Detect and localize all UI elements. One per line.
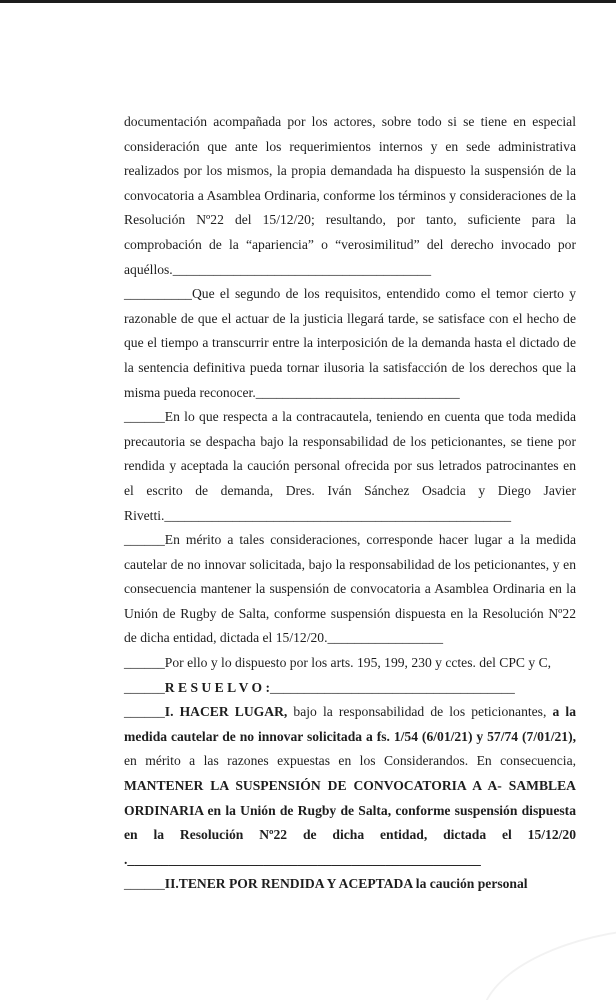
bold-text-segment: II.TENER POR RENDIDA Y ACEPTADA la caución personal: [164, 876, 528, 892]
text-segment: ______: [124, 876, 165, 892]
text-segment: bajo la responsabilidad de los peticionantes,: [293, 704, 553, 720]
bold-text-segment: ____________________________________________________: [127, 851, 481, 867]
text-segment: ______En lo que respecta a la contracautela, teniendo en cuenta que toda medida precautoria se despacha bajo la responsabilidad de los peticionantes, se tiene por rendida y aceptada la caución personal ofrecida por sus letrados patrocinantes en el escrito de demanda, Dres. Iván Sánchez Osadcia y Diego Javier Rivetti.: [124, 409, 576, 523]
text-segment: ______En mérito a tales consideraciones, corresponde hacer lugar a la medida cautelar de no innovar solicitada, bajo la responsabilidad de los peticionantes, y en consecuencia mantener la suspensión de convocatoria a Asamblea Ordinaria en la Unión de Rugby de Salta, conforme suspensión dispuesta en la Resolución Nº22 de dicha entidad, dictada el 15/12/20.: [124, 532, 576, 646]
bold-text-segment: R E S U E L V O :: [164, 679, 271, 695]
paragraph: [124, 676, 576, 701]
paragraph: [124, 700, 576, 872]
paragraph: [124, 405, 576, 528]
scan-artifact-mark: [471, 910, 616, 1000]
text-segment: documentación acompañada por los actores, sobre todo si se tiene en especial consideración que ante los requerimientos internos y en sede administrativa realizados por los mismos, la propia demandada ha dispuesto la suspensión de la convocatoria a Asamblea Ordinaria, conforme los términos y consideraciones de la Resolución Nº22 del 15/12/20; resultando, por tanto, suficiente para la comprobación de la “apariencia” o “verosimilitud” del derecho invocado por aquéllos.: [124, 114, 576, 277]
bold-text-segment: MANTENER LA SUSPENSIÓN DE CONVOCATORIA A A- SAMBLEA ORDINARIA en la Unión de Rugby de Salta, conforme suspensión dispuesta en la Resolución Nº22 de dicha entidad, dictada el 15/12/20 .: [124, 778, 576, 867]
text-segment: ____________________________________: [270, 679, 515, 695]
text-segment: _________________: [327, 630, 444, 646]
paragraph: [124, 282, 576, 405]
text-segment: ___________________________________________________: [164, 507, 512, 523]
paragraph: [124, 528, 576, 651]
text-segment: ______________________________________: [172, 261, 431, 277]
text-segment: ______________________________: [255, 384, 460, 400]
bold-text-segment: a la medida cautelar de no innovar solicitada a fs. 1/54 (6/01/21) y 57/74 (7/01/21),: [124, 704, 576, 744]
text-segment: ______Por ello y lo dispuesto por los arts. 195, 199, 230 y cctes. del CPC y C,: [124, 655, 552, 671]
page-top-edge-line: [0, 0, 616, 3]
text-segment: ______: [124, 704, 165, 720]
text-segment: ______: [124, 679, 165, 695]
paragraph: [124, 872, 576, 897]
text-segment: en mérito a las razones expuestas en los Considerandos. En consecuencia,: [124, 753, 576, 769]
paragraph: [124, 651, 576, 676]
bold-text-segment: I. HACER LUGAR,: [164, 704, 294, 720]
text-segment: __________Que el segundo de los requisitos, entendido como el temor cierto y razonable de que el actuar de la justicia llegará tarde, se satisface con el hecho de que el tiempo a transcurrir entre la interposición de la demanda hasta el dictado de la sentencia definitiva pueda tornar ilusoria la satisfacción de los derechos que la misma pueda reconocer.: [124, 286, 576, 400]
paragraph: [124, 110, 576, 282]
document-body: [124, 110, 576, 897]
